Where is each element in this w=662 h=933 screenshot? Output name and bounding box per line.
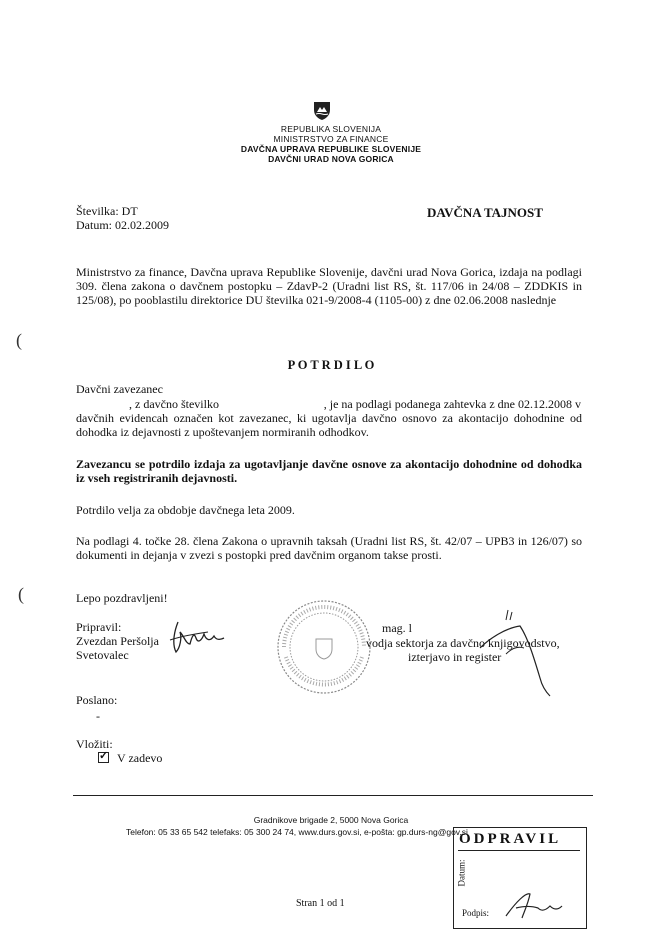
prepared-role: Svetovalec: [76, 648, 129, 662]
signature-image: [164, 618, 228, 658]
header-line-1: REPUBLIKA SLOVENIJA: [280, 124, 382, 134]
tax-number-label: , z davčno številko: [129, 397, 219, 411]
dispatch-stamp: [453, 827, 587, 929]
stamp-title: ODPRAVIL: [459, 831, 562, 847]
purpose-paragraph: Zavezancu se potrdilo izdaja za ugotavljanje davčne osnove za akontacijo dohodnine od dohodka iz vseh registriranih dejavnosti.: [76, 457, 582, 485]
file-label: Vložiti:: [76, 737, 113, 751]
prepared-name: Zvezdan Peršolja: [76, 634, 159, 648]
evidence-text: davčnih evidencah označen kot zavezanec, ki ugotavlja davčno osnovo za akontacijo dohodnine od dohodka iz dejavnosti z upoštevanjem normiranih odhodkov.: [76, 411, 582, 439]
sent-label: Poslano:: [76, 693, 118, 707]
hole-punch-mark: (: [18, 584, 24, 604]
footer-address: Gradnikove brigade 2, 5000 Nova Gorica: [253, 815, 409, 825]
stamp-divider: [458, 850, 580, 851]
prepared-label: Pripravil:: [76, 620, 122, 634]
official-seal-image: [274, 597, 374, 697]
greeting: Lepo pozdravljeni!: [76, 591, 168, 605]
header-line-3: DAVČNA UPRAVA REPUBLIKE SLOVENIJE: [240, 144, 422, 154]
signature-image: [502, 888, 566, 922]
header-line-4: DAVČNI URAD NOVA GORICA: [268, 154, 394, 164]
file-item-label: V zadevo: [117, 751, 163, 765]
coat-of-arms-icon: [313, 101, 331, 121]
intro-paragraph: Ministrstvo za finance, Davčna uprava Republike Slovenije, davčni urad Nova Gorica, izdaja na podlagi 309. člena zakona o davčnem postopku – ZdavP-2 (Uradni list RS, št. 117/06 in 24/08 – ZDDKIS in 125/08), po pooblastilu direktorice DU številka 021-9/2008-4 (1105-00) z dne 02.06.2008 naslednje: [76, 265, 582, 307]
taxpayer-label: Davčni zavezanec: [76, 382, 163, 396]
file-item: [98, 751, 162, 765]
signature-image: [476, 608, 556, 700]
checkbox-checked-icon: [98, 752, 109, 763]
footer-divider: [73, 795, 593, 796]
page-number: Stran 1 od 1: [296, 898, 345, 909]
sent-item: -: [96, 709, 100, 723]
document-title: P O T R D I L O: [287, 358, 375, 372]
stamp-sign-label: Podpis:: [462, 908, 490, 918]
hole-punch-mark: (: [16, 330, 22, 350]
header-line-2: MINISTRSTVO ZA FINANCE: [273, 134, 389, 144]
document-date: Datum: 02.02.2009: [76, 218, 169, 232]
document-number: Številka: DT: [76, 204, 138, 218]
footer-contact: Telefon: 05 33 65 542 telefaks: 05 300 24 74, www.durs.gov.si, e-pošta: gp.durs-ng@gov.si: [126, 827, 468, 837]
signatory-name: mag. l: [382, 621, 412, 635]
stamp-date-label: Datum:: [456, 859, 467, 887]
validity-paragraph: Potrdilo velja za obdobje davčnega leta 2009.: [76, 503, 295, 517]
request-text: , je na podlagi podanega zahtevka z dne 02.12.2008 v: [323, 397, 581, 411]
signatory-title: vodja sektorja za davčno knjigovodstvo,: [366, 636, 560, 650]
classification-label: DAVČNA TAJNOST: [427, 205, 543, 220]
signatory-department: izterjavo in register: [408, 650, 502, 664]
tax-exemption-paragraph: Na podlagi 4. točke 28. člena Zakona o upravnih taksah (Uradni list RS, št. 42/07 – UPB3 in 126/07) so dokumenti in dejanja v zvezi s postopki pred davčnim organom takse prosti.: [76, 534, 582, 562]
